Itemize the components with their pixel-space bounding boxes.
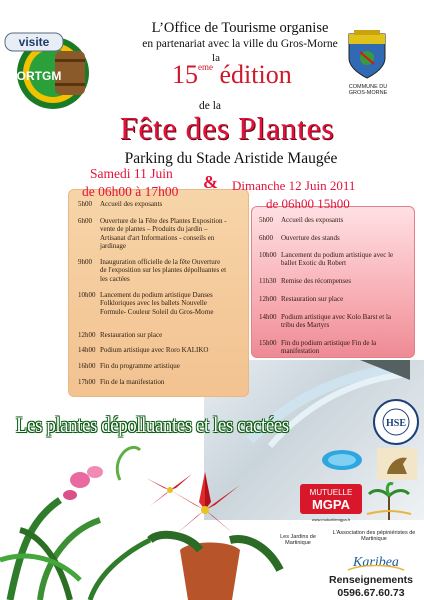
schedule-text: Restauration sur place [100, 331, 163, 339]
schedule-time: 11h30 [259, 277, 277, 285]
schedule-time: 15h00 [259, 339, 277, 347]
svg-text:ORTGM: ORTGM [16, 69, 62, 83]
schedule-row [78, 258, 228, 283]
mgpa-top-text: MUTUELLE [309, 488, 353, 497]
organizer-line: L’Office de Tourisme organise [151, 20, 329, 36]
schedule-row [78, 378, 238, 386]
schedule-text: Ouverture de la Fête des Plantes Exposition - vente de plantes – Produits du jardin – Artisanat d'art Informations - conseils en jardinage [100, 217, 227, 251]
contact-label: Renseignements [328, 574, 414, 586]
schedule-time: 17h00 [78, 378, 96, 386]
edition-word: édition [219, 60, 292, 89]
schedule-time: 10h00 [259, 251, 277, 259]
palm-garden-logo [363, 482, 415, 522]
edition-heading [172, 60, 292, 90]
schedule-time: 6h00 [78, 217, 92, 225]
karibea-text: Karibea [353, 555, 399, 570]
partnership-line: en partenariat avec la ville du Gros-Morne [142, 38, 338, 50]
schedule-text: Fin de la manifestation [100, 378, 165, 386]
svg-text:visite: visite [18, 35, 50, 49]
schedule-row [259, 234, 409, 242]
mgpa-url: www.mutuellemgpa.fr [311, 517, 351, 522]
schedule-text: Restauration sur place [281, 295, 344, 303]
schedule-text: Lancement du podium artistique Danses Folkloriques avec les ballets Nouvelle Formule- Couleur Soleil du Gros-Morne [100, 291, 214, 316]
schedule-text: Remise des récompenses [281, 277, 351, 285]
ampersand: & [203, 172, 218, 192]
schedule-row [259, 339, 399, 356]
karibea-logo [342, 550, 410, 574]
schedule-row [259, 251, 399, 268]
schedule-row [78, 217, 228, 251]
schedule-time: 9h00 [78, 258, 92, 266]
theme-banner: Les plantes dépolluantes et les cactées [16, 412, 289, 437]
commune-caption: COMMUNE DU GROS-MORNE [348, 84, 388, 97]
schedule-time: 14h00 [78, 346, 96, 354]
habitation-saint-etienne-logo [372, 398, 420, 446]
schedule-text: Podium artistique avec Roro KALIKO [100, 346, 209, 354]
venue-line: Parking du Stade Aristide Maugée [124, 150, 338, 167]
schedule-row [78, 200, 243, 208]
schedule-text: Lancement du podium artistique avec le ballet Exotic du Robert [281, 251, 394, 268]
schedule-time: 12h00 [78, 331, 96, 339]
schedule-time: 6h00 [259, 234, 273, 242]
mgpa-logo [300, 484, 362, 524]
schedule-text: Podium artistique avec Kolo Barst et la tribu des Martyrs [281, 313, 392, 330]
schedule-time: 10h00 [78, 291, 96, 299]
schedule-text: Accueil des exposants [281, 216, 344, 224]
pepinieristes-caption: L'Association des pépiniéristes de Martinique [332, 530, 416, 542]
saturday-hours: de 06h00 à 17h00 [82, 184, 179, 199]
schedule-text: Fin du programme artistique [100, 362, 180, 370]
schedule-row [259, 216, 409, 224]
event-title: Fête des Plantes [119, 110, 335, 146]
schedule-text: Ouverture des stands [281, 234, 340, 242]
schedule-row [259, 313, 399, 330]
schedule-time: 5h00 [78, 200, 92, 208]
schedule-row [78, 362, 238, 370]
bubble-logo [320, 448, 364, 472]
la-line: la [212, 52, 220, 64]
edition-suffix: eme [198, 62, 213, 72]
horse-logo [377, 448, 417, 480]
schedule-row [78, 291, 228, 316]
schedule-row [259, 295, 409, 303]
mgpa-text: MGPA [311, 497, 351, 512]
plants-illustration [0, 440, 300, 600]
contact-phone: 0596.67.60.73 [337, 587, 405, 599]
schedule-text: Accueil des exposants [100, 200, 163, 208]
schedule-time: 14h00 [259, 313, 277, 321]
schedule-row [259, 277, 409, 285]
sunday-date: Dimanche 12 Juin 2011 [232, 178, 356, 193]
schedule-time: 5h00 [259, 216, 273, 224]
hse-text: HSE [385, 418, 407, 429]
schedule-row [78, 346, 238, 354]
jardins-caption: Les Jardins de Martinique [280, 534, 316, 546]
schedule-row [78, 331, 238, 339]
schedule-text: Fin du podium artistique Fin de la manifestation [281, 339, 377, 356]
edition-number: 15 [172, 60, 198, 89]
saturday-date: Samedi 11 Juin [90, 166, 173, 181]
schedule-time: 12h00 [259, 295, 277, 303]
schedule-time: 16h00 [78, 362, 96, 370]
schedule-text: Inauguration officielle de la fête Ouverture de l'exposition sur les plantes dépolluantes et les cactées [100, 258, 227, 283]
sunday-hours: de 06h00 15h00 [266, 196, 350, 211]
de-la-line: de la [199, 100, 222, 112]
